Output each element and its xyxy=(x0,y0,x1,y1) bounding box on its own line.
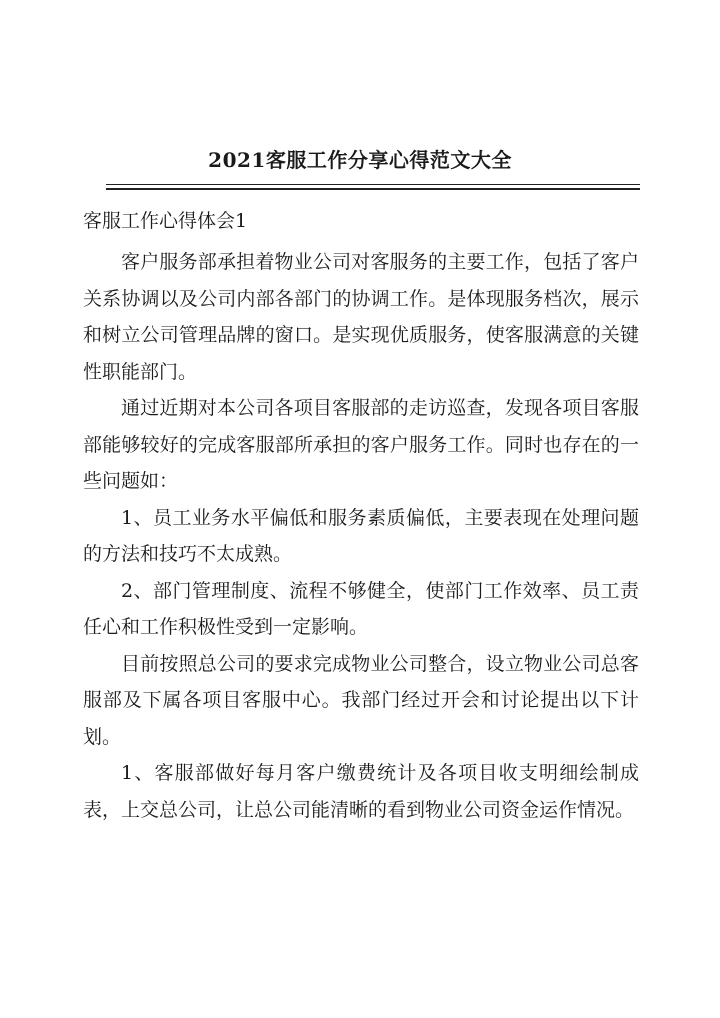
title-divider-thick xyxy=(106,188,640,190)
document-body xyxy=(83,244,639,828)
document-title: 2021客服工作分享心得范文大全 xyxy=(208,148,512,172)
paragraph: 客户服务部承担着物业公司对客服务的主要工作，包括了客户关系协调以及公司内部各部门的协调工作。是体现服务档次，展示和树立公司管理品牌的窗口。是实现优质服务，使客服满意的关键性职能部门。 xyxy=(83,251,639,383)
paragraph: 1、客服部做好每月客户缴费统计及各项目收支明细绘制成表，上交总公司，让总公司能清晰的看到物业公司资金运作情况。 xyxy=(83,762,639,821)
paragraph: 2、部门管理制度、流程不够健全，使部门工作效率、员工责任心和工作积极性受到一定影响。 xyxy=(83,579,639,638)
paragraph: 1、员工业务水平偏低和服务素质偏低，主要表现在处理问题的方法和技巧不太成熟。 xyxy=(83,506,639,565)
paragraph: 目前按照总公司的要求完成物业公司整合，设立物业公司总客服部及下属各项目客服中心。我部门经过开会和讨论提出以下计划。 xyxy=(83,652,639,748)
paragraph: 通过近期对本公司各项目客服部的走访巡查，发现各项目客服部能够较好的完成客服部所承担的客户服务工作。同时也存在的一些问题如： xyxy=(83,397,639,492)
title-divider-thin xyxy=(106,184,640,185)
section-heading: 客服工作心得体会1 xyxy=(83,210,248,232)
